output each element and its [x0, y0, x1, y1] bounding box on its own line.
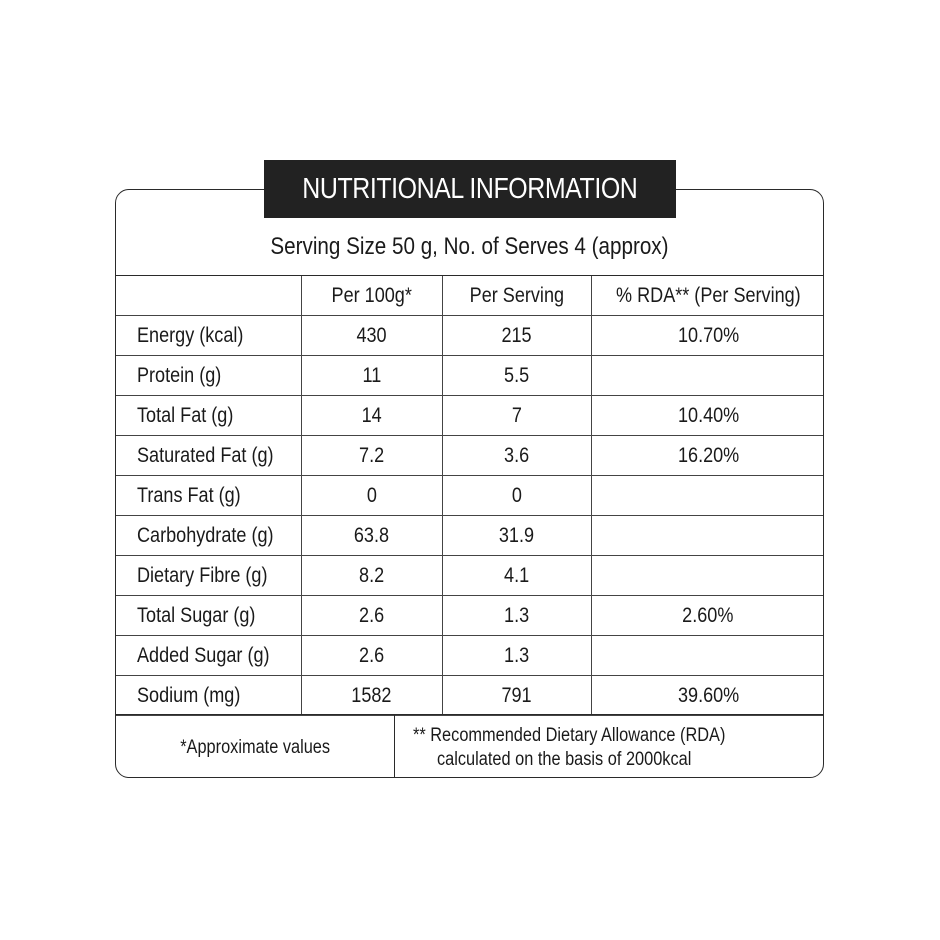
per-100g-value: 63.8: [301, 516, 442, 556]
nutrition-table: [116, 276, 824, 716]
per-serving-value: 7: [442, 396, 591, 436]
per-100g-value: 11: [301, 356, 442, 396]
footnote-left-text: *Approximate values: [180, 736, 330, 758]
header-per-serving: Per Serving: [442, 276, 591, 316]
rda-value: 16.20%: [591, 436, 824, 476]
footnote-approximate: [116, 715, 395, 778]
per-100g-value: 0: [301, 476, 442, 516]
nutrient-name: Total Sugar (g): [116, 596, 301, 636]
per-100g-value: 2.6: [301, 636, 442, 676]
table-row: [116, 396, 824, 436]
table-row: [116, 356, 824, 396]
header-per-100g: Per 100g*: [301, 276, 442, 316]
per-100g-value: 2.6: [301, 596, 442, 636]
rda-value: 2.60%: [591, 596, 824, 636]
rda-value: 39.60%: [591, 676, 824, 716]
nutrient-name: Dietary Fibre (g): [116, 556, 301, 596]
table-header-row: [116, 276, 824, 316]
table-row: [116, 676, 824, 716]
table-row: [116, 436, 824, 476]
rda-value: [591, 476, 824, 516]
table-row: [116, 476, 824, 516]
per-serving-value: 1.3: [442, 636, 591, 676]
per-serving-value: 31.9: [442, 516, 591, 556]
per-100g-value: 7.2: [301, 436, 442, 476]
serving-text: Serving Size 50 g, No. of Serves 4 (approx): [270, 233, 669, 260]
per-serving-value: 1.3: [442, 596, 591, 636]
rda-value: [591, 556, 824, 596]
footnote-rda-line2: calculated on the basis of 2000kcal: [437, 748, 692, 770]
table-row: [116, 516, 824, 556]
per-serving-value: 5.5: [442, 356, 591, 396]
per-serving-value: 4.1: [442, 556, 591, 596]
per-100g-value: 8.2: [301, 556, 442, 596]
table-row: [116, 596, 824, 636]
nutrient-name: Total Fat (g): [116, 396, 301, 436]
nutrient-name: Protein (g): [116, 356, 301, 396]
per-100g-value: 430: [301, 316, 442, 356]
header-nutrient: [116, 276, 301, 316]
footnotes: [116, 714, 823, 778]
rda-value: [591, 636, 824, 676]
table-row: [116, 556, 824, 596]
title-banner: [264, 160, 676, 218]
nutrition-panel: [115, 189, 824, 778]
per-100g-value: 1582: [301, 676, 442, 716]
per-serving-value: 791: [442, 676, 591, 716]
per-100g-value: 14: [301, 396, 442, 436]
nutrient-name: Carbohydrate (g): [116, 516, 301, 556]
nutrient-name: Energy (kcal): [116, 316, 301, 356]
nutrient-name: Added Sugar (g): [116, 636, 301, 676]
footnote-rda: [395, 715, 823, 778]
per-serving-value: 215: [442, 316, 591, 356]
per-serving-value: 3.6: [442, 436, 591, 476]
footnote-rda-line1: ** Recommended Dietary Allowance (RDA): [413, 724, 726, 746]
rda-value: 10.70%: [591, 316, 824, 356]
rda-value: 10.40%: [591, 396, 824, 436]
header-rda: % RDA** (Per Serving): [591, 276, 824, 316]
nutrient-name: Sodium (mg): [116, 676, 301, 716]
nutrient-name: Trans Fat (g): [116, 476, 301, 516]
per-serving-value: 0: [442, 476, 591, 516]
rda-value: [591, 516, 824, 556]
table-row: [116, 316, 824, 356]
page-title: NUTRITIONAL INFORMATION: [302, 172, 638, 205]
rda-value: [591, 356, 824, 396]
nutrient-name: Saturated Fat (g): [116, 436, 301, 476]
table-row: [116, 636, 824, 676]
